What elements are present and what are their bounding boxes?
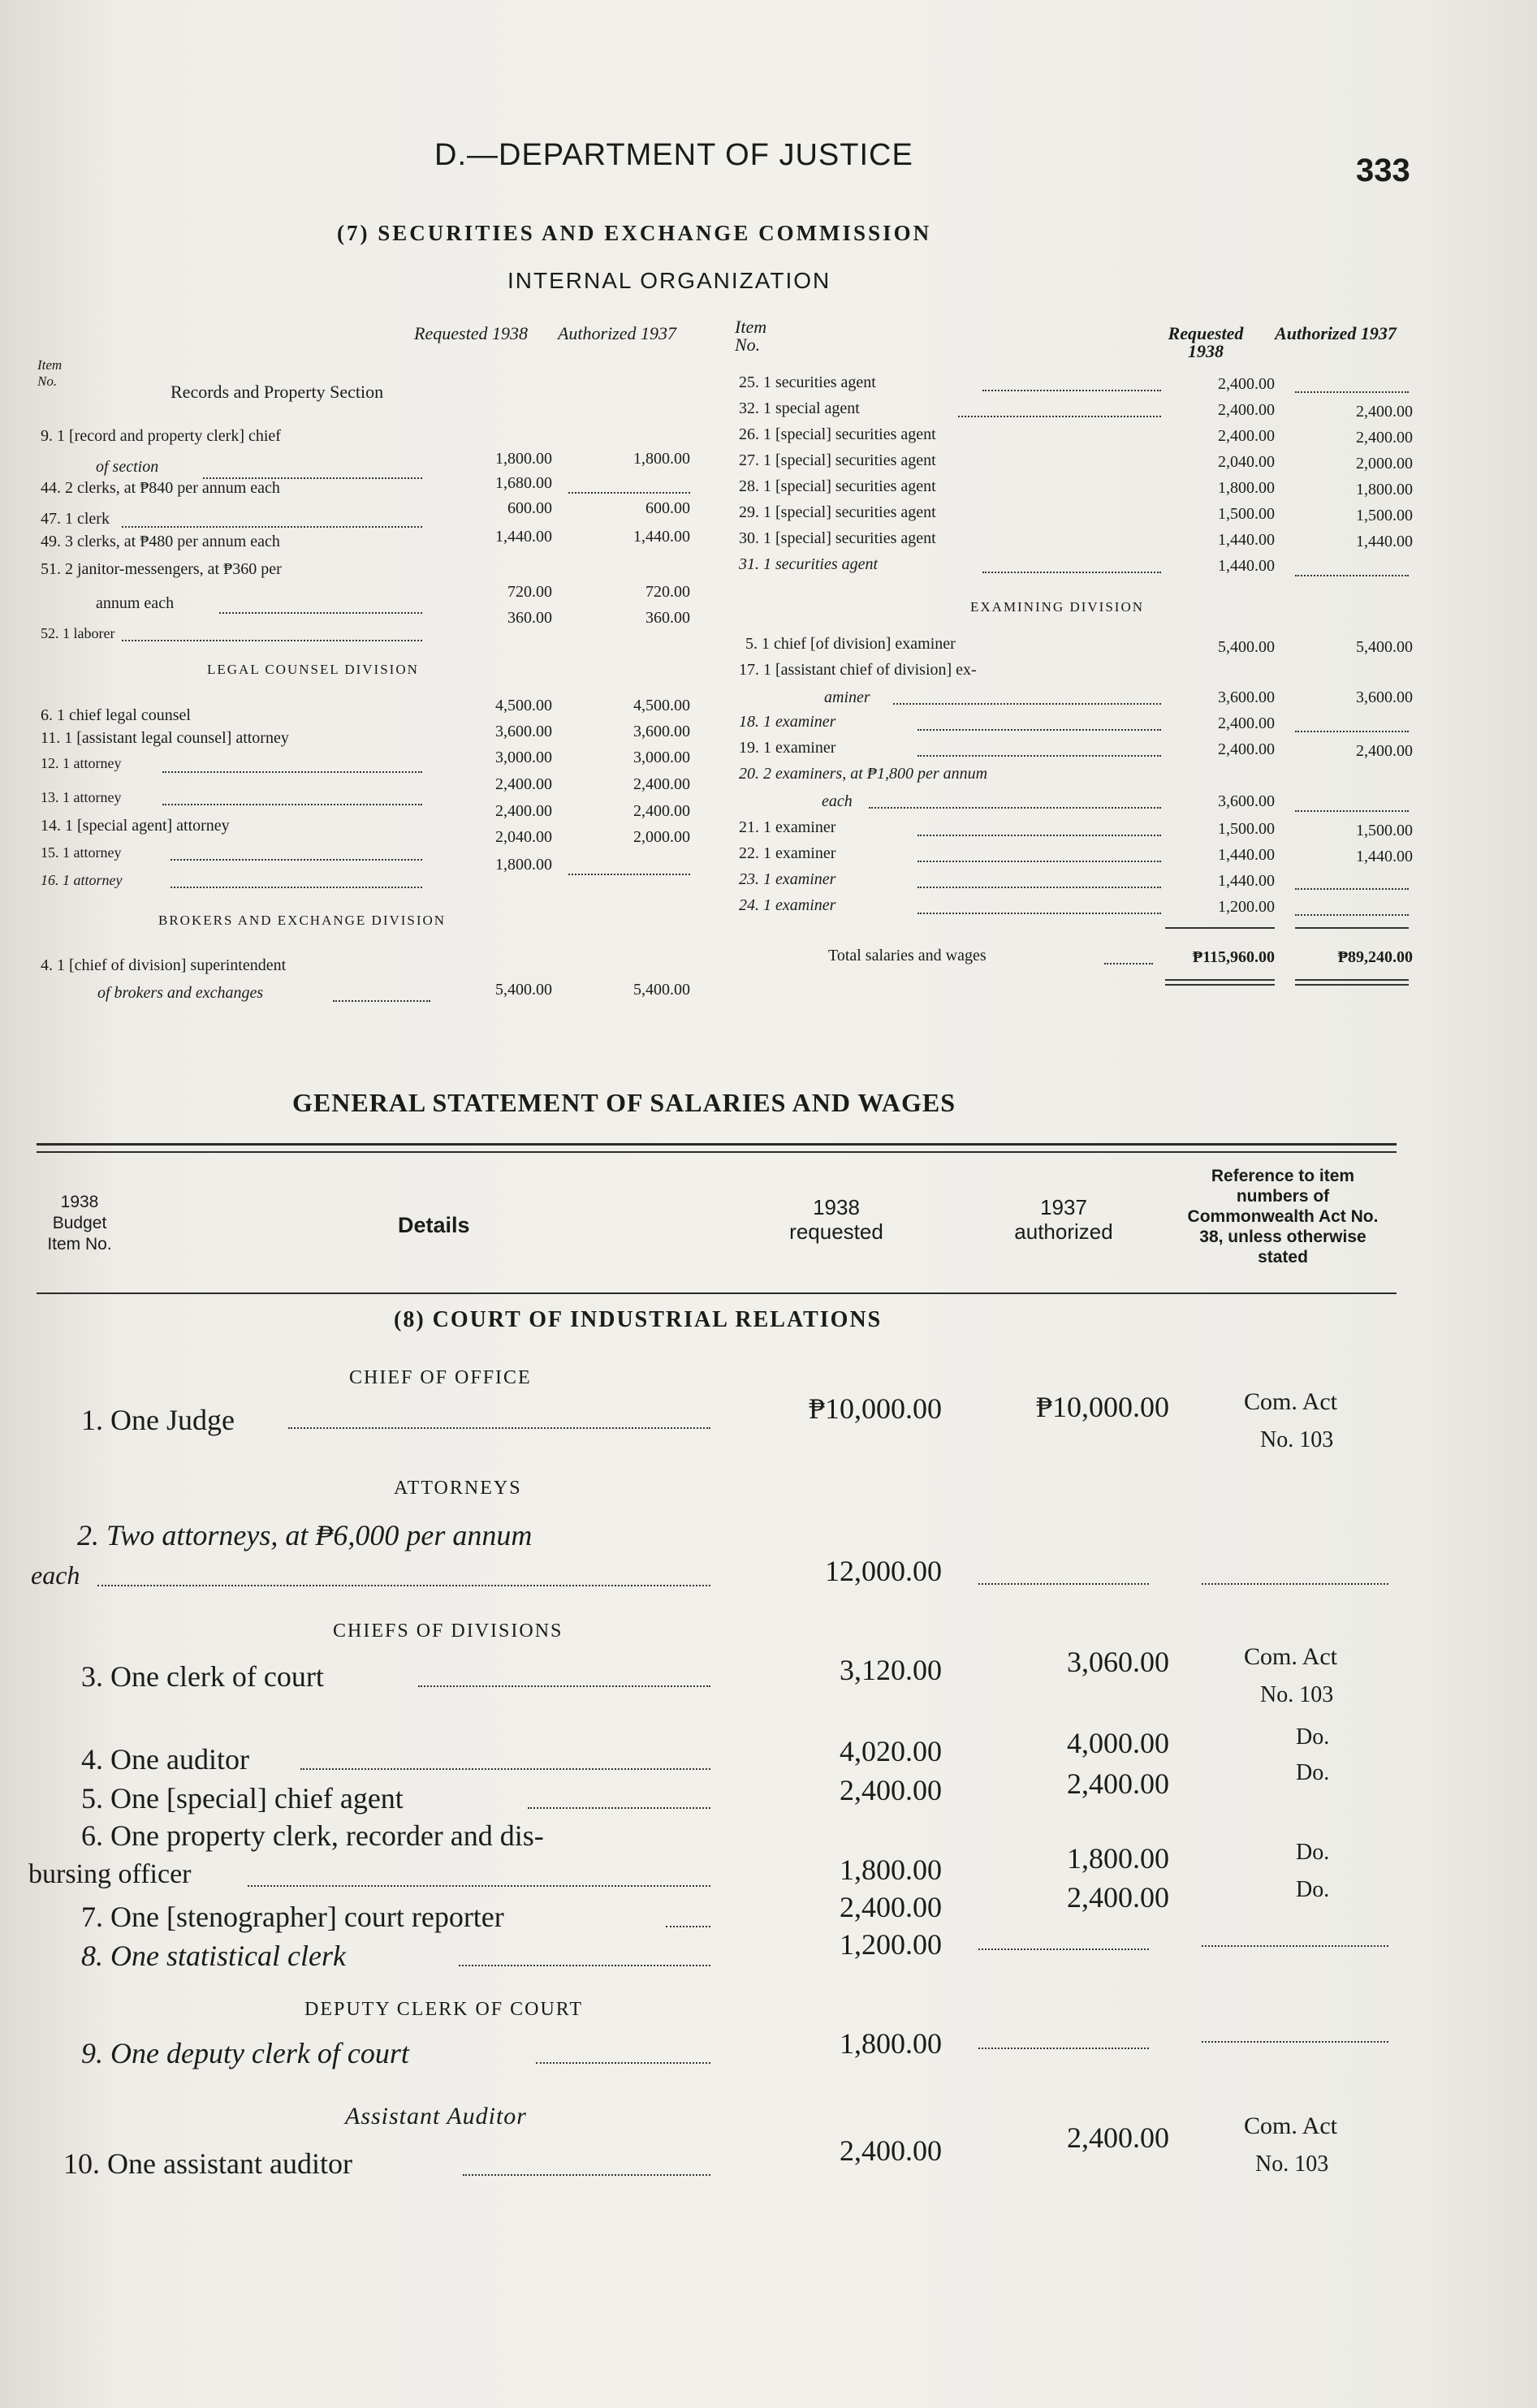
- general-row-auth: 2,400.00: [1067, 1881, 1169, 1914]
- general-row-req: 3,120.00: [840, 1654, 942, 1686]
- left-row-auth: 2,000.00: [633, 828, 690, 846]
- right-row-text: 31. 1 securities agent: [739, 555, 879, 573]
- right-row-auth: 1,500.00: [1356, 507, 1413, 524]
- right-row-req: 2,400.00: [1218, 427, 1275, 445]
- right-row-req: 1,440.00: [1218, 557, 1275, 575]
- left-row-req: 2,040.00: [495, 828, 552, 846]
- right-row-auth: 1,440.00: [1356, 848, 1413, 865]
- total-requested: ₱115,960.00: [1192, 948, 1275, 966]
- general-row-ref: Com. Act: [1244, 1643, 1338, 1670]
- left-row-text: 4. 1 [chief of division] superintendent: [41, 956, 287, 974]
- general-row-auth: 4,000.00: [1067, 1727, 1169, 1759]
- general-row-text: 6. One property clerk, recorder and dis-: [81, 1819, 544, 1852]
- left-row-text: 51. 2 janitor-messengers, at ₱360 per: [41, 560, 282, 578]
- group-heading: CHIEFS OF DIVISIONS: [333, 1620, 563, 1642]
- left-row-text2: of brokers and exchanges: [97, 984, 264, 1002]
- left-row-text: 49. 3 clerks, at ₱480 per annum each: [41, 533, 280, 550]
- left-row-text: 15. 1 attorney: [41, 844, 122, 861]
- general-row-auth: 3,060.00: [1067, 1646, 1169, 1678]
- right-row-text: 18. 1 examiner: [739, 713, 836, 731]
- general-row-ref: Do.: [1296, 1877, 1330, 1902]
- right-row-text2: aminer: [824, 688, 870, 706]
- right-row-text: 25. 1 securities agent: [739, 373, 876, 391]
- section-title: (7) SECURITIES AND EXCHANGE COMMISSION: [337, 221, 932, 245]
- table-rule-top2: [37, 1151, 1397, 1153]
- left-col-requested: Requested 1938: [414, 323, 528, 343]
- left-row-req: 720.00: [507, 583, 552, 601]
- left-row-auth: 3,000.00: [633, 749, 690, 766]
- left-row-text: 9. 1 [record and property clerk] chief: [41, 427, 281, 445]
- left-row-auth: 600.00: [645, 499, 690, 517]
- left-row-auth: 1,440.00: [633, 528, 690, 546]
- left-heading: LEGAL COUNSEL DIVISION: [207, 662, 419, 677]
- general-row-req: 1,800.00: [840, 1853, 942, 1886]
- general-row-req: 2,400.00: [840, 1891, 942, 1923]
- left-row-auth: 2,400.00: [633, 802, 690, 820]
- general-row-text: 9. One deputy clerk of court: [81, 2037, 409, 2069]
- general-row-ref: Do.: [1296, 1840, 1330, 1865]
- left-col-item: Item No.: [37, 357, 63, 389]
- general-row-auth: ₱10,000.00: [1035, 1391, 1169, 1423]
- right-row-req: 1,440.00: [1218, 531, 1275, 549]
- group-heading: ATTORNEYS: [394, 1478, 522, 1499]
- left-row-text: 16. 1 attorney: [41, 872, 123, 888]
- general-row-ref: Com. Act: [1244, 1388, 1338, 1415]
- group-heading: DEPUTY CLERK OF COURT: [304, 1999, 584, 2020]
- general-row-text: 2. Two attorneys, at ₱6,000 per annum: [77, 1519, 533, 1551]
- right-col-authorized: Authorized 1937: [1275, 323, 1397, 343]
- general-row-req: 4,020.00: [840, 1735, 942, 1767]
- right-row-auth: 2,000.00: [1356, 455, 1413, 473]
- left-row-auth: 360.00: [645, 609, 690, 627]
- col-reference: Reference to item numbers of Commonwealth Act No. 38, unless otherwise stated: [1187, 1167, 1379, 1267]
- general-row-req: 2,400.00: [840, 2134, 942, 2167]
- left-col-authorized: Authorized 1937: [557, 323, 677, 343]
- general-row-req: 12,000.00: [825, 1555, 942, 1587]
- general-row-text: 5. One [special] chief agent: [81, 1782, 404, 1815]
- general-row-text: 1. One Judge: [81, 1404, 235, 1436]
- right-row-text: 26. 1 [special] securities agent: [739, 425, 936, 443]
- left-row-text: 44. 2 clerks, at ₱840 per annum each: [41, 479, 280, 497]
- left-row-text: 52. 1 laborer: [41, 625, 115, 641]
- general-row-text: 10. One assistant auditor: [63, 2147, 352, 2180]
- right-row-req: 1,440.00: [1218, 846, 1275, 864]
- left-row-req: 1,800.00: [495, 450, 552, 468]
- general-row-text2: bursing officer: [28, 1859, 192, 1889]
- right-row-text: 27. 1 [special] securities agent: [739, 451, 936, 469]
- general-row-ref: Do.: [1296, 1724, 1330, 1750]
- general-row-req: ₱10,000.00: [808, 1392, 942, 1425]
- right-row-text: 32. 1 special agent: [739, 399, 860, 417]
- right-row-auth: 1,440.00: [1356, 533, 1413, 550]
- general-row-text: 4. One auditor: [81, 1743, 249, 1776]
- left-row-text: 13. 1 attorney: [41, 789, 122, 805]
- left-row-auth: 4,500.00: [633, 697, 690, 714]
- right-row-text: 21. 1 examiner: [739, 818, 836, 836]
- left-row-req: 5,400.00: [495, 981, 552, 999]
- right-row-text: 24. 1 examiner: [739, 896, 836, 914]
- right-row-req: 5,400.00: [1218, 638, 1275, 656]
- general-row-auth: 2,400.00: [1067, 2121, 1169, 2154]
- right-row-text: 29. 1 [special] securities agent: [739, 503, 936, 521]
- right-row-req: 3,600.00: [1218, 792, 1275, 810]
- right-row-text: 20. 2 examiners, at ₱1,800 per annum: [739, 765, 988, 783]
- col-details: Details: [398, 1213, 470, 1237]
- right-row-auth: 1,500.00: [1356, 822, 1413, 839]
- left-row-req: 2,400.00: [495, 775, 552, 793]
- general-row-ref: Com. Act: [1244, 2112, 1338, 2139]
- table-rule-header: [37, 1292, 1397, 1294]
- left-row-req: 2,400.00: [495, 802, 552, 820]
- right-row-text2: each: [822, 792, 853, 810]
- right-heading: EXAMINING DIVISION: [970, 599, 1145, 615]
- left-row-text: 11. 1 [assistant legal counsel] attorney: [41, 729, 289, 747]
- general-row-auth: 2,400.00: [1067, 1767, 1169, 1800]
- left-row-text2: of section: [96, 458, 159, 476]
- left-row-req: 3,600.00: [495, 723, 552, 740]
- general-row-text: 7. One [stenographer] court reporter: [81, 1901, 504, 1933]
- total-authorized: ₱89,240.00: [1337, 948, 1413, 966]
- right-row-auth: 3,600.00: [1356, 688, 1413, 706]
- left-row-text: 6. 1 chief legal counsel: [41, 706, 191, 724]
- right-row-req: 1,500.00: [1218, 505, 1275, 523]
- right-row-req: 1,500.00: [1218, 820, 1275, 838]
- right-row-req: 1,440.00: [1218, 872, 1275, 890]
- left-row-req: 1,680.00: [495, 474, 552, 492]
- page-number: 333: [1356, 153, 1410, 188]
- group-heading: CHIEF OF OFFICE: [349, 1367, 532, 1388]
- right-row-req: 1,200.00: [1218, 898, 1275, 916]
- right-row-text: 28. 1 [special] securities agent: [739, 477, 936, 495]
- right-row-req: 2,400.00: [1218, 401, 1275, 419]
- general-section-title: (8) COURT OF INDUSTRIAL RELATIONS: [394, 1307, 883, 1332]
- total-label: Total salaries and wages: [828, 947, 987, 964]
- left-row-text: 12. 1 attorney: [41, 755, 122, 771]
- general-row-text2: each: [31, 1560, 80, 1590]
- col-requested: 1938 requested: [789, 1195, 883, 1244]
- subsection-title: INTERNAL ORGANIZATION: [507, 268, 831, 293]
- right-col-requested: Requested 1938: [1168, 323, 1244, 361]
- left-row-req: 1,440.00: [495, 528, 552, 546]
- group-heading: Assistant Auditor: [345, 2103, 527, 2130]
- general-title: GENERAL STATEMENT OF SALARIES AND WAGES: [292, 1088, 956, 1117]
- right-row-text: 30. 1 [special] securities agent: [739, 529, 936, 547]
- general-row-req: 2,400.00: [840, 1774, 942, 1806]
- right-row-auth: 2,400.00: [1356, 429, 1413, 447]
- right-row-text: 5. 1 chief [of division] examiner: [745, 635, 956, 653]
- table-rule-top: [37, 1143, 1397, 1146]
- general-row-text: 3. One clerk of court: [81, 1660, 324, 1693]
- general-row-req: 1,800.00: [840, 2027, 942, 2060]
- col-authorized: 1937 authorized: [1014, 1195, 1113, 1244]
- left-row-req: 1,800.00: [495, 856, 552, 874]
- col-budget-item: 1938 Budget Item No.: [47, 1193, 112, 1254]
- right-row-text: 23. 1 examiner: [739, 870, 836, 888]
- left-row-auth: 2,400.00: [633, 775, 690, 793]
- left-row-text: 47. 1 clerk: [41, 510, 110, 528]
- general-row-ref2: No. 103: [1255, 2151, 1329, 2177]
- general-row-req: 1,200.00: [840, 1928, 942, 1961]
- general-row-auth: 1,800.00: [1067, 1842, 1169, 1875]
- general-row-ref2: No. 103: [1260, 1682, 1334, 1707]
- left-row-req: 600.00: [507, 499, 552, 517]
- right-row-req: 2,400.00: [1218, 740, 1275, 758]
- left-row-auth: 5,400.00: [633, 981, 690, 999]
- right-row-req: 1,800.00: [1218, 479, 1275, 497]
- right-row-req: 2,400.00: [1218, 375, 1275, 393]
- right-row-req: 2,040.00: [1218, 453, 1275, 471]
- right-row-auth: 1,800.00: [1356, 481, 1413, 498]
- left-heading: BROKERS AND EXCHANGE DIVISION: [158, 913, 447, 928]
- right-row-auth: 5,400.00: [1356, 638, 1413, 656]
- left-row-auth: 1,800.00: [633, 450, 690, 468]
- right-row-auth: 2,400.00: [1356, 403, 1413, 421]
- left-row-req: 360.00: [507, 609, 552, 627]
- right-row-auth: 2,400.00: [1356, 742, 1413, 760]
- right-col-item: Item No.: [735, 317, 767, 355]
- general-row-ref2: No. 103: [1260, 1427, 1334, 1452]
- left-row-text2: annum each: [96, 594, 175, 612]
- left-row-req: 3,000.00: [495, 749, 552, 766]
- right-row-text: 22. 1 examiner: [739, 844, 836, 862]
- left-heading: Records and Property Section: [171, 382, 384, 402]
- general-row-ref: Do.: [1296, 1760, 1330, 1785]
- right-row-text: 17. 1 [assistant chief of division] ex-: [739, 661, 977, 679]
- general-row-text: 8. One statistical clerk: [81, 1940, 346, 1972]
- right-row-text: 19. 1 examiner: [739, 739, 836, 757]
- left-row-auth: 720.00: [645, 583, 690, 601]
- left-row-auth: 3,600.00: [633, 723, 690, 740]
- right-row-req: 2,400.00: [1218, 714, 1275, 732]
- left-row-req: 4,500.00: [495, 697, 552, 714]
- left-row-text: 14. 1 [special agent] attorney: [41, 817, 230, 835]
- department-title: D.—DEPARTMENT OF JUSTICE: [434, 138, 913, 172]
- right-row-req: 3,600.00: [1218, 688, 1275, 706]
